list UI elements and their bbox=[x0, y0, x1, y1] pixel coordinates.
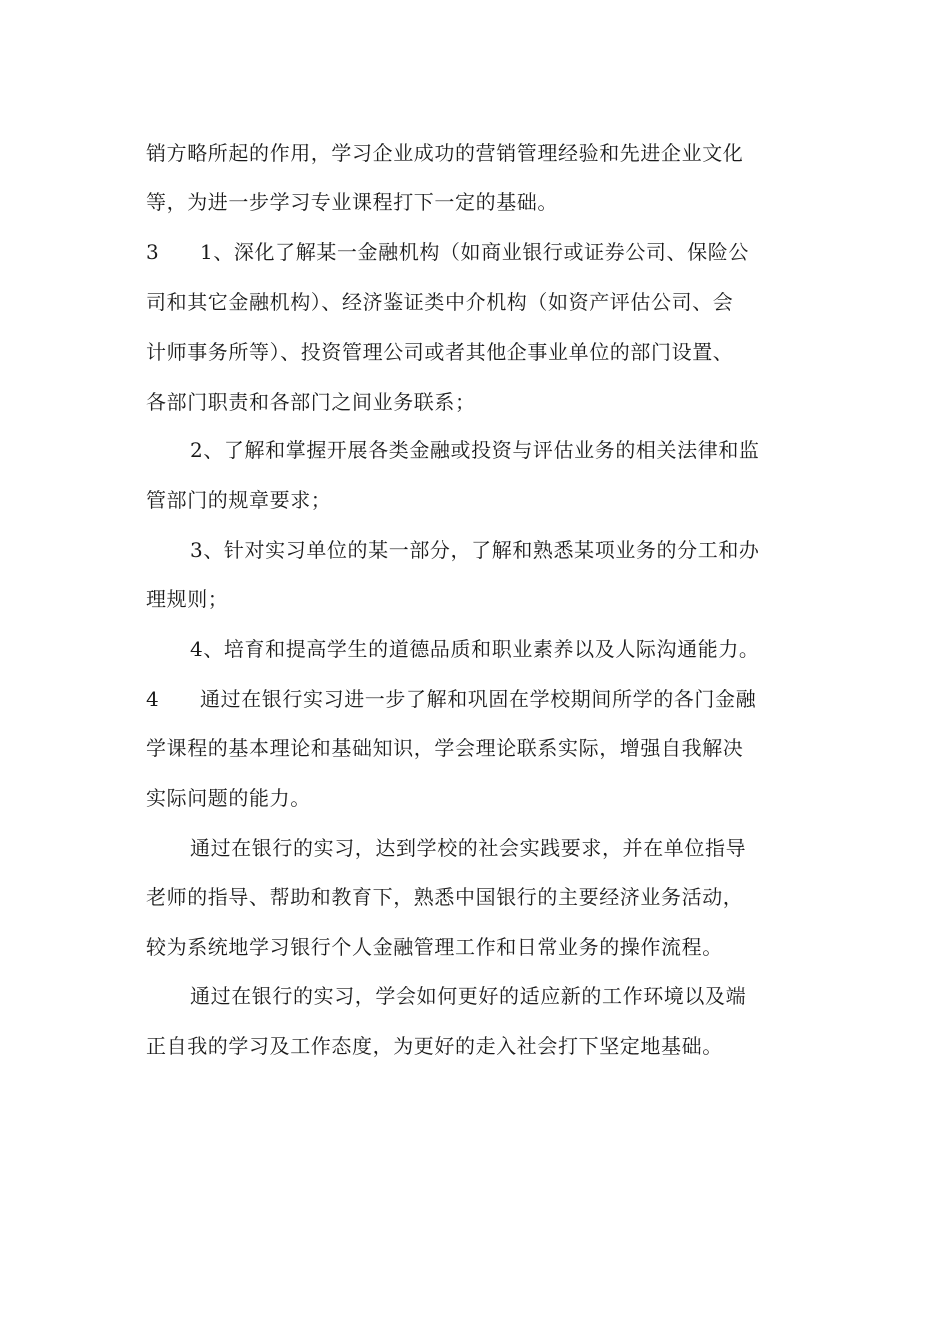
paragraph-line: 1、深化了解某一金融机构（如商业银行或证券公司、保险公 bbox=[200, 240, 749, 264]
paragraph-line: 通过在银行的实习，学会如何更好的适应新的工作环境以及端 bbox=[190, 984, 747, 1008]
paragraph-line: 正自我的学习及工作态度，为更好的走入社会打下坚定地基础。 bbox=[146, 1034, 723, 1058]
list-item-line: 3、针对实习单位的某一部分，了解和熟悉某项业务的分工和办 bbox=[190, 538, 760, 562]
paragraph-line: 司和其它金融机构）、经济鉴证类中介机构（如资产评估公司、会 bbox=[146, 290, 734, 314]
paragraph-line: 通过在银行实习进一步了解和巩固在学校期间所学的各门金融 bbox=[200, 687, 757, 711]
paragraph-line: 各部门职责和各部门之间业务联系； bbox=[146, 390, 476, 414]
list-item-line: 4、培育和提高学生的道德品质和职业素养以及人际沟通能力。 bbox=[190, 637, 760, 661]
list-item-line: 理规则； bbox=[146, 587, 229, 611]
paragraph-line: 较为系统地学习银行个人金融管理工作和日常业务的操作流程。 bbox=[146, 935, 723, 959]
paragraph-line: 销方略所起的作用，学习企业成功的营销管理经验和先进企业文化 bbox=[146, 141, 744, 165]
paragraph-line: 等，为进一步学习专业课程打下一定的基础。 bbox=[146, 190, 558, 214]
paragraph-line: 通过在银行的实习，达到学校的社会实践要求，并在单位指导 bbox=[190, 836, 747, 860]
section-number: 3 bbox=[146, 240, 159, 264]
paragraph-line: 计师事务所等）、投资管理公司或者其他企事业单位的部门设置、 bbox=[146, 340, 734, 364]
list-item-line: 管部门的规章要求； bbox=[146, 488, 332, 512]
list-item-line: 2、了解和掌握开展各类金融或投资与评估业务的相关法律和监 bbox=[190, 438, 760, 462]
paragraph-line: 实际问题的能力。 bbox=[146, 786, 311, 810]
section-number: 4 bbox=[146, 687, 159, 711]
paragraph-line: 老师的指导、帮助和教育下，熟悉中国银行的主要经济业务活动， bbox=[146, 885, 744, 909]
paragraph-line: 学课程的基本理论和基础知识，学会理论联系实际，增强自我解决 bbox=[146, 736, 744, 760]
